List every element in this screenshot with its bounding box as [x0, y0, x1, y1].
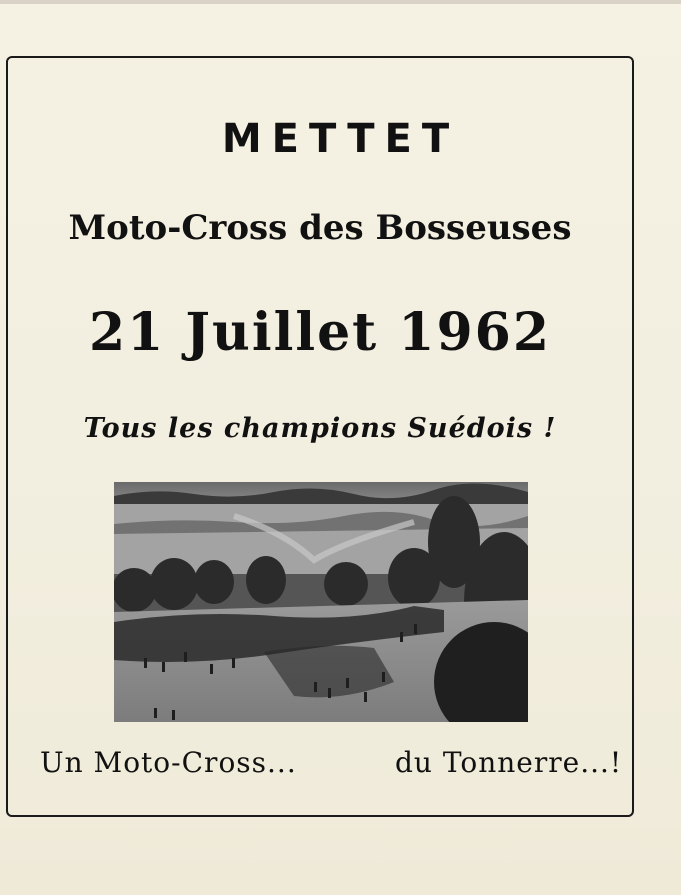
event-tagline: Tous les champions Suédois !: [83, 413, 557, 444]
footer-slogan-left: Un Moto-Cross...: [40, 746, 297, 779]
event-name: Moto-Cross des Bosseuses: [68, 208, 572, 248]
footer-slogan-right: du Tonnerre...!: [395, 746, 623, 779]
crowd-photo-image: [114, 482, 528, 722]
poster-title: METTET: [221, 116, 460, 162]
paper-top-edge: [0, 0, 681, 4]
crowd-photo: [114, 482, 528, 722]
event-date: 21 Juillet 1962: [88, 302, 552, 363]
